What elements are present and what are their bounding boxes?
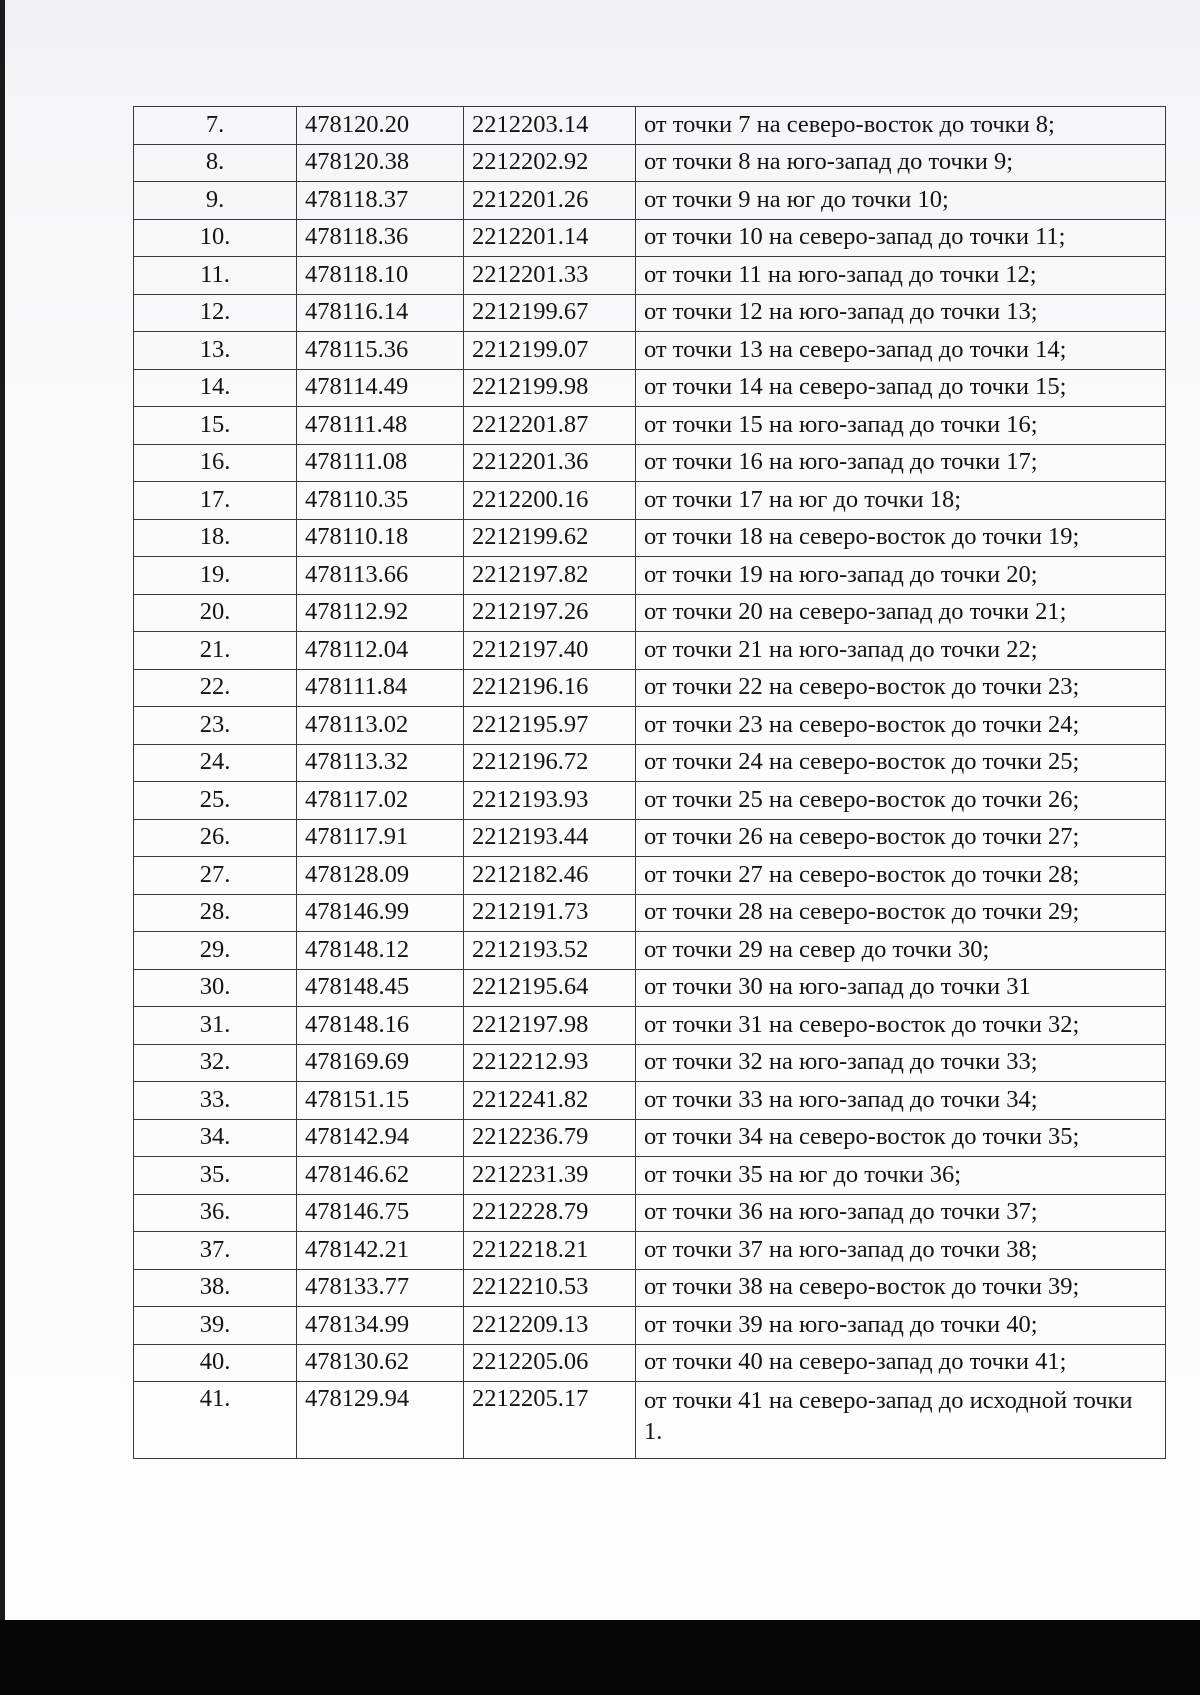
x-coordinate-cell: 478114.49 [297, 369, 464, 407]
x-coordinate-cell: 478134.99 [297, 1307, 464, 1345]
table-row [134, 257, 1166, 295]
point-number-cell: 22. [134, 669, 297, 707]
boundary-description-cell: от точки 30 на юго-запад до точки 31 [636, 969, 1166, 1007]
point-number-cell: 35. [134, 1157, 297, 1195]
y-coordinate-cell: 2212236.79 [464, 1119, 636, 1157]
y-coordinate-cell: 2212193.93 [464, 782, 636, 820]
point-number-cell: 21. [134, 632, 297, 670]
table-row [134, 1232, 1166, 1270]
x-coordinate-cell: 478148.12 [297, 932, 464, 970]
table-row [134, 1269, 1166, 1307]
table-row [134, 594, 1166, 632]
boundary-description-cell: от точки 23 на северо-восток до точки 24; [636, 707, 1166, 745]
table-row [134, 669, 1166, 707]
boundary-description-cell: от точки 36 на юго-запад до точки 37; [636, 1194, 1166, 1232]
x-coordinate-cell: 478169.69 [297, 1044, 464, 1082]
x-coordinate-cell: 478111.84 [297, 669, 464, 707]
table-row [134, 932, 1166, 970]
table-row [134, 294, 1166, 332]
scan-bottom-border [0, 1620, 1200, 1695]
y-coordinate-cell: 2212199.98 [464, 369, 636, 407]
boundary-description-cell: от точки 19 на юго-запад до точки 20; [636, 557, 1166, 595]
x-coordinate-cell: 478111.48 [297, 407, 464, 445]
point-number-cell: 28. [134, 894, 297, 932]
y-coordinate-cell: 2212196.16 [464, 669, 636, 707]
y-coordinate-cell: 2212197.98 [464, 1007, 636, 1045]
boundary-description-cell: от точки 26 на северо-восток до точки 27; [636, 819, 1166, 857]
point-number-cell: 15. [134, 407, 297, 445]
table-row [134, 369, 1166, 407]
table-row [134, 744, 1166, 782]
boundary-description-cell: от точки 21 на юго-запад до точки 22; [636, 632, 1166, 670]
y-coordinate-cell: 2212202.92 [464, 144, 636, 182]
boundary-description-cell: от точки 40 на северо-запад до точки 41; [636, 1344, 1166, 1382]
point-number-cell: 9. [134, 182, 297, 220]
table-row [134, 219, 1166, 257]
x-coordinate-cell: 478113.66 [297, 557, 464, 595]
point-number-cell: 39. [134, 1307, 297, 1345]
table-row [134, 707, 1166, 745]
boundary-description-cell: от точки 16 на юго-запад до точки 17; [636, 444, 1166, 482]
boundary-description-cell: от точки 34 на северо-восток до точки 35; [636, 1119, 1166, 1157]
coordinates-table-body [134, 107, 1166, 1459]
point-number-cell: 16. [134, 444, 297, 482]
point-number-cell: 19. [134, 557, 297, 595]
point-number-cell: 41. [134, 1382, 297, 1459]
boundary-description-cell: от точки 37 на юго-запад до точки 38; [636, 1232, 1166, 1270]
boundary-description-cell: от точки 32 на юго-запад до точки 33; [636, 1044, 1166, 1082]
table-row [134, 407, 1166, 445]
point-number-cell: 33. [134, 1082, 297, 1120]
table-row [134, 1119, 1166, 1157]
table-row [134, 894, 1166, 932]
x-coordinate-cell: 478118.37 [297, 182, 464, 220]
point-number-cell: 11. [134, 257, 297, 295]
table-row [134, 857, 1166, 895]
y-coordinate-cell: 2212201.87 [464, 407, 636, 445]
point-number-cell: 29. [134, 932, 297, 970]
x-coordinate-cell: 478120.20 [297, 107, 464, 145]
boundary-description-cell: от точки 35 на юг до точки 36; [636, 1157, 1166, 1195]
x-coordinate-cell: 478118.10 [297, 257, 464, 295]
y-coordinate-cell: 2212182.46 [464, 857, 636, 895]
table-row [134, 482, 1166, 520]
y-coordinate-cell: 2212197.26 [464, 594, 636, 632]
y-coordinate-cell: 2212210.53 [464, 1269, 636, 1307]
boundary-description-cell: от точки 18 на северо-восток до точки 19; [636, 519, 1166, 557]
table-row [134, 1344, 1166, 1382]
y-coordinate-cell: 2212212.93 [464, 1044, 636, 1082]
x-coordinate-cell: 478128.09 [297, 857, 464, 895]
boundary-description-cell: от точки 10 на северо-запад до точки 11; [636, 219, 1166, 257]
point-number-cell: 36. [134, 1194, 297, 1232]
x-coordinate-cell: 478146.62 [297, 1157, 464, 1195]
y-coordinate-cell: 2212205.06 [464, 1344, 636, 1382]
point-number-cell: 37. [134, 1232, 297, 1270]
y-coordinate-cell: 2212191.73 [464, 894, 636, 932]
point-number-cell: 14. [134, 369, 297, 407]
table-row [134, 1382, 1166, 1459]
table-row [134, 819, 1166, 857]
boundary-description-cell: от точки 17 на юг до точки 18; [636, 482, 1166, 520]
y-coordinate-cell: 2212209.13 [464, 1307, 636, 1345]
boundary-description-cell: от точки 33 на юго-запад до точки 34; [636, 1082, 1166, 1120]
y-coordinate-cell: 2212241.82 [464, 1082, 636, 1120]
table-row [134, 969, 1166, 1007]
y-coordinate-cell: 2212231.39 [464, 1157, 636, 1195]
x-coordinate-cell: 478142.94 [297, 1119, 464, 1157]
boundary-description-cell: от точки 11 на юго-запад до точки 12; [636, 257, 1166, 295]
y-coordinate-cell: 2212200.16 [464, 482, 636, 520]
x-coordinate-cell: 478113.02 [297, 707, 464, 745]
table-row [134, 107, 1166, 145]
y-coordinate-cell: 2212196.72 [464, 744, 636, 782]
y-coordinate-cell: 2212195.64 [464, 969, 636, 1007]
point-number-cell: 10. [134, 219, 297, 257]
table-row [134, 1044, 1166, 1082]
boundary-description-cell: от точки 27 на северо-восток до точки 28; [636, 857, 1166, 895]
table-row [134, 1194, 1166, 1232]
point-number-cell: 20. [134, 594, 297, 632]
y-coordinate-cell: 2212205.17 [464, 1382, 636, 1459]
y-coordinate-cell: 2212203.14 [464, 107, 636, 145]
y-coordinate-cell: 2212201.33 [464, 257, 636, 295]
boundary-description-cell: от точки 25 на северо-восток до точки 26; [636, 782, 1166, 820]
point-number-cell: 27. [134, 857, 297, 895]
x-coordinate-cell: 478146.99 [297, 894, 464, 932]
boundary-description-cell: от точки 38 на северо-восток до точки 39; [636, 1269, 1166, 1307]
boundary-description-cell: от точки 13 на северо-запад до точки 14; [636, 332, 1166, 370]
boundary-description-cell: от точки 22 на северо-восток до точки 23; [636, 669, 1166, 707]
point-number-cell: 32. [134, 1044, 297, 1082]
x-coordinate-cell: 478117.02 [297, 782, 464, 820]
x-coordinate-cell: 478148.16 [297, 1007, 464, 1045]
boundary-description-cell: от точки 20 на северо-запад до точки 21; [636, 594, 1166, 632]
table-row [134, 557, 1166, 595]
boundary-description-cell: от точки 15 на юго-запад до точки 16; [636, 407, 1166, 445]
y-coordinate-cell: 2212195.97 [464, 707, 636, 745]
table-row [134, 1082, 1166, 1120]
x-coordinate-cell: 478110.35 [297, 482, 464, 520]
point-number-cell: 25. [134, 782, 297, 820]
y-coordinate-cell: 2212201.36 [464, 444, 636, 482]
x-coordinate-cell: 478118.36 [297, 219, 464, 257]
boundary-description-cell: от точки 8 на юго-запад до точки 9; [636, 144, 1166, 182]
x-coordinate-cell: 478113.32 [297, 744, 464, 782]
boundary-description-cell: от точки 31 на северо-восток до точки 32; [636, 1007, 1166, 1045]
x-coordinate-cell: 478133.77 [297, 1269, 464, 1307]
table-row [134, 632, 1166, 670]
x-coordinate-cell: 478148.45 [297, 969, 464, 1007]
point-number-cell: 17. [134, 482, 297, 520]
y-coordinate-cell: 2212218.21 [464, 1232, 636, 1270]
table-row [134, 332, 1166, 370]
point-number-cell: 31. [134, 1007, 297, 1045]
point-number-cell: 34. [134, 1119, 297, 1157]
x-coordinate-cell: 478112.92 [297, 594, 464, 632]
x-coordinate-cell: 478117.91 [297, 819, 464, 857]
x-coordinate-cell: 478111.08 [297, 444, 464, 482]
boundary-description-cell: от точки 24 на северо-восток до точки 25; [636, 744, 1166, 782]
point-number-cell: 8. [134, 144, 297, 182]
boundary-description-cell: от точки 7 на северо-восток до точки 8; [636, 107, 1166, 145]
boundary-description-cell: от точки 29 на север до точки 30; [636, 932, 1166, 970]
y-coordinate-cell: 2212193.44 [464, 819, 636, 857]
table-row [134, 1157, 1166, 1195]
x-coordinate-cell: 478146.75 [297, 1194, 464, 1232]
boundary-description-cell: от точки 12 на юго-запад до точки 13; [636, 294, 1166, 332]
y-coordinate-cell: 2212193.52 [464, 932, 636, 970]
x-coordinate-cell: 478116.14 [297, 294, 464, 332]
boundary-description-cell: от точки 9 на юг до точки 10; [636, 182, 1166, 220]
point-number-cell: 13. [134, 332, 297, 370]
table-row [134, 444, 1166, 482]
x-coordinate-cell: 478110.18 [297, 519, 464, 557]
y-coordinate-cell: 2212228.79 [464, 1194, 636, 1232]
table-row [134, 1307, 1166, 1345]
table-row [134, 182, 1166, 220]
x-coordinate-cell: 478129.94 [297, 1382, 464, 1459]
point-number-cell: 24. [134, 744, 297, 782]
x-coordinate-cell: 478115.36 [297, 332, 464, 370]
point-number-cell: 30. [134, 969, 297, 1007]
table-row [134, 519, 1166, 557]
point-number-cell: 7. [134, 107, 297, 145]
point-number-cell: 38. [134, 1269, 297, 1307]
table-row [134, 1007, 1166, 1045]
table-row [134, 144, 1166, 182]
y-coordinate-cell: 2212197.40 [464, 632, 636, 670]
boundary-description-cell: от точки 39 на юго-запад до точки 40; [636, 1307, 1166, 1345]
point-number-cell: 18. [134, 519, 297, 557]
y-coordinate-cell: 2212199.67 [464, 294, 636, 332]
point-number-cell: 40. [134, 1344, 297, 1382]
y-coordinate-cell: 2212201.26 [464, 182, 636, 220]
x-coordinate-cell: 478120.38 [297, 144, 464, 182]
y-coordinate-cell: 2212201.14 [464, 219, 636, 257]
y-coordinate-cell: 2212199.07 [464, 332, 636, 370]
point-number-cell: 26. [134, 819, 297, 857]
point-number-cell: 23. [134, 707, 297, 745]
x-coordinate-cell: 478151.15 [297, 1082, 464, 1120]
y-coordinate-cell: 2212197.82 [464, 557, 636, 595]
table-row [134, 782, 1166, 820]
boundary-coordinates-table [133, 106, 1166, 1459]
x-coordinate-cell: 478130.62 [297, 1344, 464, 1382]
point-number-cell: 12. [134, 294, 297, 332]
boundary-description-cell: от точки 28 на северо-восток до точки 29; [636, 894, 1166, 932]
x-coordinate-cell: 478112.04 [297, 632, 464, 670]
boundary-description-cell: от точки 41 на северо-запад до исходной точки 1. [636, 1382, 1166, 1459]
boundary-description-cell: от точки 14 на северо-запад до точки 15; [636, 369, 1166, 407]
x-coordinate-cell: 478142.21 [297, 1232, 464, 1270]
y-coordinate-cell: 2212199.62 [464, 519, 636, 557]
